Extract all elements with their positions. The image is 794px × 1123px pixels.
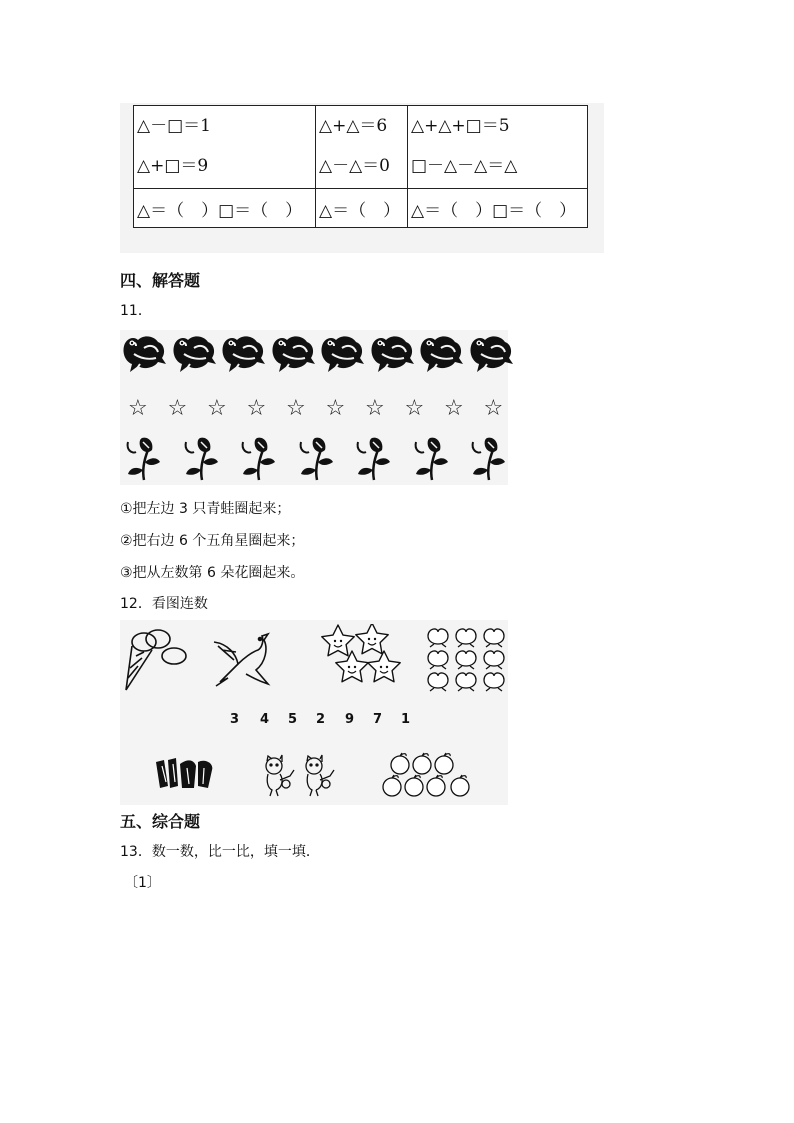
frog-icon [269,330,317,374]
apple-icon [451,775,469,796]
frog-icon [368,330,416,374]
answer-cell-2: △＝（ ） [316,189,408,228]
q11-number: 11． [120,303,152,319]
apples-icon [382,752,482,800]
equation-table [133,105,588,228]
section4-heading: 四、解答题 [120,271,201,290]
peach-icon [484,651,504,669]
pencils-icon [154,756,216,792]
frog-icon [120,330,168,374]
smiling-star [336,651,368,682]
q12-picture-panel [120,620,508,805]
star-icon: ☆ [246,396,267,421]
eq-cell-2 [316,106,408,189]
eq-line: △+□＝9 [137,156,209,176]
smiling-stars-icon [318,624,410,692]
peach-icon [456,629,476,647]
peach-icon [428,673,448,691]
apple-icon [413,753,431,774]
apple-icon [391,753,409,774]
star-icon: ☆ [325,396,346,421]
peach-icon [484,629,504,647]
flower-icon [410,432,450,482]
star-row [128,394,523,424]
peach-icon [456,651,476,669]
number-label: 3 [230,712,240,727]
flower-icon [352,432,392,482]
eq-line: △－□＝1 [137,116,211,136]
star-icon: ☆ [207,396,227,421]
kittens-icon [260,754,338,798]
eq-line: △+△+□＝5 [411,116,510,136]
apple-icon [435,753,453,774]
frog-icon [417,330,465,374]
flower-icon [180,432,220,482]
smiling-star [368,651,400,682]
number-label: 9 [345,712,355,727]
eq-line: △+△＝6 [319,116,388,136]
peach-icon [484,673,504,691]
peach-icon [428,651,448,669]
eq-cell-3 [408,106,588,189]
apple-icon [405,775,423,796]
peach-icon [428,629,448,647]
frog-row [120,330,516,374]
star-icon: ☆ [404,396,425,421]
frog-icon [318,330,366,374]
equation-table-panel [120,103,604,253]
q11-picture-panel [120,330,508,485]
number-label: 2 [316,712,326,727]
peach-icon [456,673,476,691]
eq-line: □－△－△＝△ [411,156,518,176]
q11-instruction-3: ③把从左数第 6 朵花圈起来。 [120,565,305,581]
ice-cream-icon [122,626,188,692]
q11-instruction-1: ①把左边 3 只青蛙圈起来； [120,501,291,517]
flower-icon [295,432,335,482]
flower-icon [467,432,507,482]
flower-row [122,432,525,482]
star-icon: ☆ [483,396,504,421]
q13-title: 13．数一数，比一比，填一填． [120,844,320,860]
number-label: 1 [401,712,411,727]
number-label: 5 [288,712,298,727]
frog-icon [467,330,515,374]
q12-title: 12．看图连数 [120,596,208,612]
number-label: 7 [373,712,383,727]
number-label: 4 [260,712,270,727]
smiling-star [322,625,354,656]
number-row [230,712,421,727]
frog-icon [219,330,267,374]
q11-instruction-2: ②把右边 6 个五角星圈起来； [120,533,305,549]
bird-icon [210,628,272,688]
eq-line: △－△＝0 [319,156,390,176]
flower-icon [122,432,162,482]
star-icon: ☆ [286,396,306,421]
answer-cell-1: △＝（ ）□＝（ ） [134,189,316,228]
smiling-star [356,624,388,654]
flower-icon [237,432,277,482]
eq-cell-1 [134,106,316,189]
frog-icon [170,330,218,374]
star-icon: ☆ [128,396,148,421]
star-icon: ☆ [365,396,385,421]
peaches-icon [424,624,508,692]
apple-icon [427,775,445,796]
apple-icon [383,775,401,796]
answer-cell-3: △＝（ ）□＝（ ） [408,189,588,228]
star-icon: ☆ [167,396,188,421]
star-icon: ☆ [444,396,464,421]
q13-sub: 〔1〕 [124,875,161,891]
section5-heading: 五、综合题 [120,812,201,831]
